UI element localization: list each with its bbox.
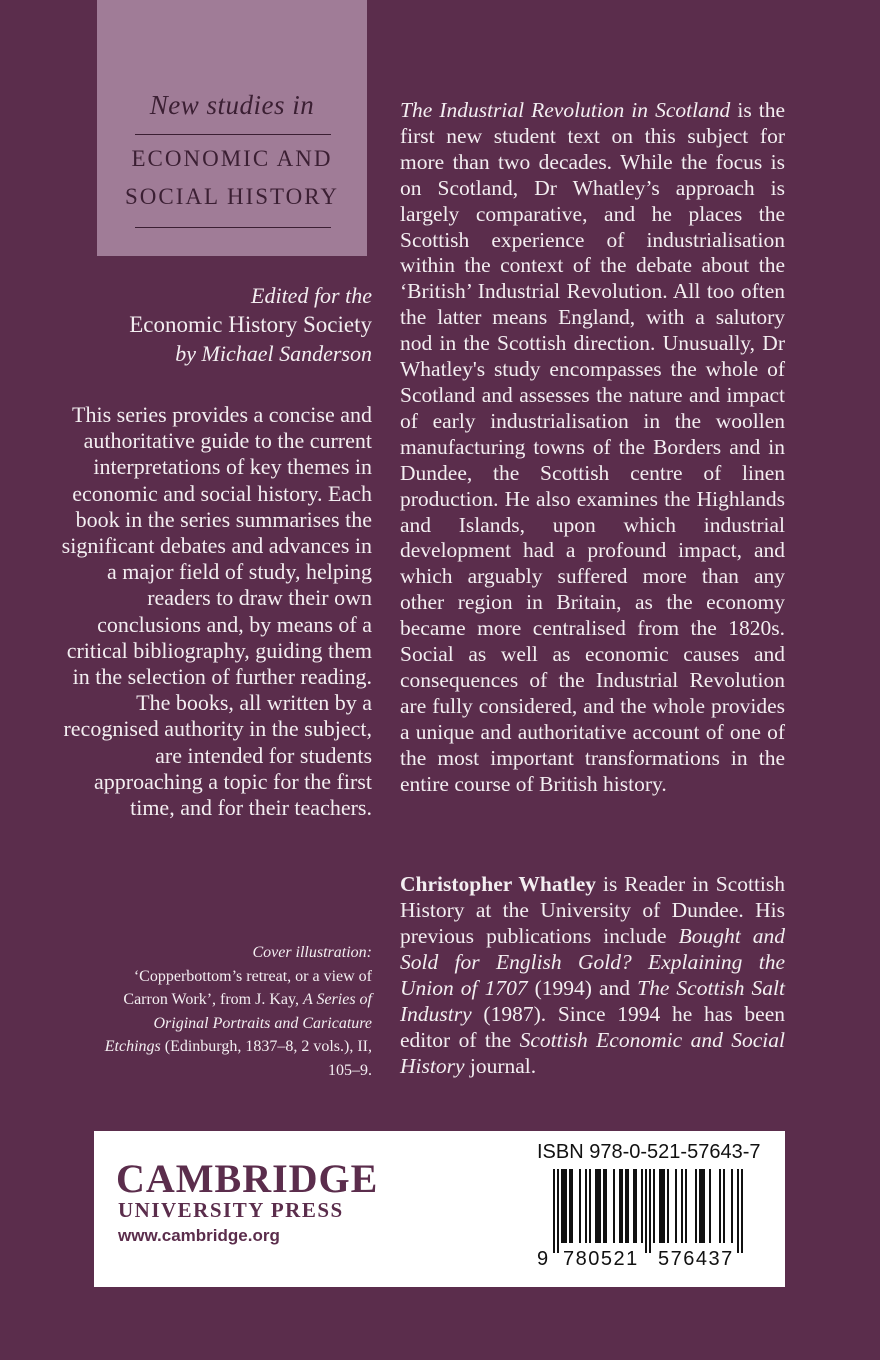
barcode-digit-first: 9: [537, 1248, 549, 1269]
barcode-bar: [661, 1169, 663, 1243]
series-line-2: ECONOMIC AND: [131, 146, 333, 171]
publisher-logo: CAMBRIDGE: [116, 1156, 379, 1201]
barcode-bars: [553, 1169, 743, 1253]
barcode-bar: [569, 1169, 571, 1243]
publisher-subtitle: UNIVERSITY PRESS: [118, 1198, 344, 1222]
barcode-bar: [667, 1169, 669, 1243]
barcode-bar: [659, 1169, 661, 1243]
barcode-bar: [589, 1169, 591, 1243]
barcode-bar: [595, 1169, 597, 1243]
series-rule-top: [135, 134, 331, 135]
author-bio-3: (1987). Since 1994 he has been editor of the: [400, 1002, 786, 1052]
barcode-bar: [571, 1169, 573, 1243]
barcode-bar: [685, 1169, 687, 1243]
series-line-1: New studies in: [149, 90, 315, 120]
barcode-bar: [649, 1169, 651, 1253]
barcode-bar: [723, 1169, 725, 1243]
barcode-digits-right: 576437: [658, 1248, 734, 1269]
barcode-bar: [561, 1169, 563, 1243]
book-description-text: is the first new student text on this subject for more than two decades. While the focus is on Scotland, Dr Whatley’s approach is largely comparative, and he places the Scottish experience of industrialisation within the context of the debate about the ‘British’ Industrial Revolution. All too often the latter means England, with a salutory nod in the Scottish direction. Unusually, Dr Whatley's study encompasses the whole of Scotland and assesses the nature and impact of early industrialisation in the woollen manufacturing towns of the Borders and in Dundee, the Scottish centre of linen production. He also examines the Highlands and Islands, upon which industrial development had a profound impact, and which arguably suffered more than any other region in Britain, as the economy became more centralised from the 1820s. Social as well as economic causes and consequences of the Industrial Revolution are fully considered, and the whole provides a unique and authoritative account of one of the most important transformations in the entire course of British history.: [400, 98, 786, 796]
series-box: [97, 0, 367, 256]
barcode-bar: [605, 1169, 607, 1243]
barcode-bar: [627, 1169, 629, 1243]
author-publication-1: Bought and Sold for English Gold? Explaining the Union of 1707: [400, 924, 786, 1000]
barcode-bar: [703, 1169, 705, 1243]
publisher-barcode-panel: [94, 1131, 785, 1287]
cover-illustration-text-1: ‘Copperbottom’s retreat, or a view of Carron Work’, from J. Kay,: [123, 967, 372, 1008]
cover-illustration-credit: [96, 941, 372, 1082]
editor-name: by Michael Sanderson: [175, 341, 372, 366]
barcode-bar: [709, 1169, 711, 1243]
barcode-bar: [621, 1169, 623, 1243]
barcode-bar: [701, 1169, 703, 1243]
author-bio-2: (1994) and: [534, 976, 631, 1000]
edited-for-label: Edited for the: [251, 283, 372, 308]
barcode-bar: [695, 1169, 697, 1243]
barcode-bar: [553, 1169, 555, 1253]
barcode-bar: [681, 1169, 683, 1243]
barcode-bar: [663, 1169, 665, 1243]
publisher-website: www.cambridge.org: [118, 1226, 280, 1245]
barcode-digits-left: 780521: [563, 1248, 639, 1269]
barcode-bar: [603, 1169, 605, 1243]
cover-illustration-label: Cover illustration:: [252, 944, 372, 961]
barcode-bar: [731, 1169, 733, 1243]
barcode-bar: [563, 1169, 565, 1243]
barcode-bar: [635, 1169, 637, 1243]
barcode-bar: [645, 1169, 647, 1253]
society-name: Economic History Society: [129, 312, 372, 337]
barcode-bar: [675, 1169, 677, 1243]
author-bio: [400, 871, 785, 1079]
book-title: The Industrial Revolution in Scotland: [400, 98, 731, 122]
author-name: Christopher Whatley: [400, 872, 597, 896]
isbn-label: ISBN 978-0-521-57643-7: [537, 1141, 761, 1163]
barcode-bar: [613, 1169, 615, 1243]
barcode-bar: [633, 1169, 635, 1243]
barcode-bar: [557, 1169, 559, 1253]
barcode-bar: [625, 1169, 627, 1243]
barcode-bar: [741, 1169, 743, 1253]
barcode-bar: [565, 1169, 567, 1243]
author-journal: Scottish Economic and Social History: [400, 1028, 785, 1078]
series-description: This series provides a concise and authoritative guide to the current interpretations of key themes in economic and social history. Each book in the series summarises the significant debates and advances in a major field of study, helping readers to draw their own conclusions and, by means of a critical bibliography, guiding them in the selection of further reading. The books, all written by a recognised authority in the subject, are intended for students approaching a topic for the first time, and for their teachers.: [61, 402, 372, 821]
author-bio-4: journal.: [469, 1054, 537, 1078]
barcode-bar: [585, 1169, 587, 1243]
series-rule-bottom: [135, 227, 331, 228]
barcode-bar: [737, 1169, 739, 1253]
cover-illustration-text-2: (Edinburgh, 1837–8, 2 vols.), II, 105–9.: [164, 1038, 372, 1079]
barcode-bar: [699, 1169, 701, 1243]
book-description: [400, 98, 785, 797]
barcode-bar: [619, 1169, 621, 1243]
series-line-3: SOCIAL HISTORY: [125, 184, 339, 209]
barcode-bar: [653, 1169, 655, 1243]
author-bio-1: is Reader in Scottish History at the University of Dundee. His previous publications include: [400, 872, 786, 948]
barcode-bar: [599, 1169, 601, 1243]
author-publication-2: The Scottish Salt Industry: [400, 976, 786, 1026]
barcode-bar: [641, 1169, 643, 1243]
isbn-barcode: [537, 1169, 757, 1269]
barcode-bar: [597, 1169, 599, 1243]
barcode-bar: [579, 1169, 581, 1243]
cover-illustration-title: A Series of Original Portraits and Caricature Etchings: [104, 991, 372, 1055]
editor-credit: [60, 281, 372, 368]
barcode-bar: [719, 1169, 721, 1243]
